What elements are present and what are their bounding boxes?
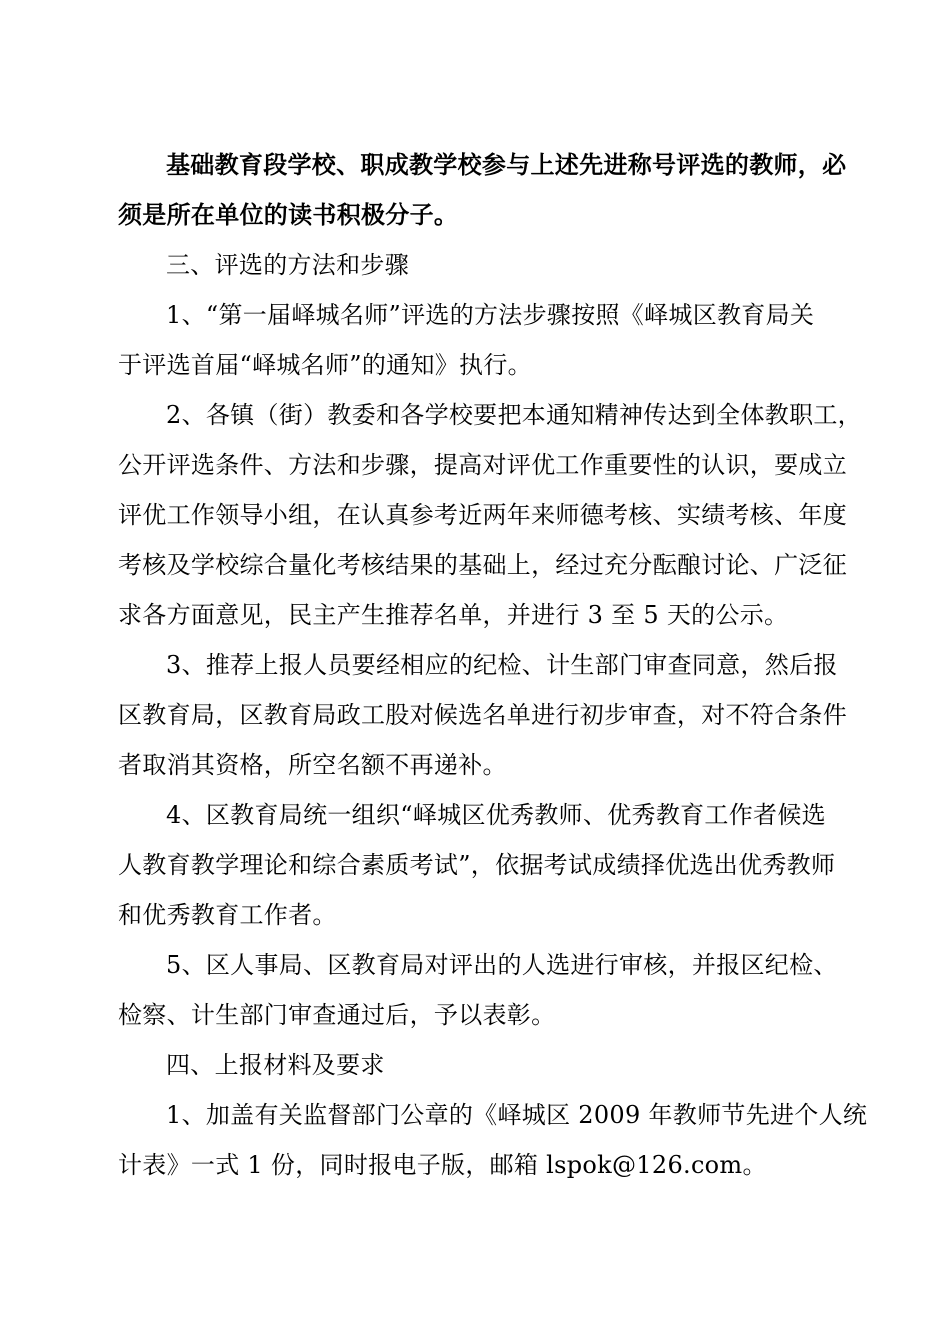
- text-line: 区教育局，区教育局政工股对候选名单进行初步审查，对不符合条件: [118, 701, 847, 729]
- text-line: 求各方面意见，民主产生推荐名单，并进行 3 至 5 天的公示。: [118, 601, 789, 629]
- text-line: 者取消其资格，所空名额不再递补。: [118, 751, 507, 779]
- paragraph-step-1: [118, 290, 842, 390]
- text-line: 考核及学校综合量化考核结果的基础上，经过充分酝酿讨论、广泛征: [118, 551, 847, 579]
- paragraph-step-4: [118, 790, 842, 940]
- paragraph-teacher-requirement: [118, 140, 847, 240]
- paragraph-step-2: [118, 390, 862, 640]
- text-line: 于评选首届“峄城名师”的通知》执行。: [118, 351, 532, 379]
- text-line: 3、推荐上报人员要经相应的纪检、计生部门审查同意，然后报: [166, 651, 838, 679]
- paragraph-step-5: [118, 940, 842, 1040]
- section-heading: 三、评选的方法和步骤: [166, 251, 409, 279]
- text-line: 1、“第一届峄城名师”评选的方法步骤按照《峄城区教育局关: [166, 301, 815, 329]
- text-line: 2、各镇（街）教委和各学校要把本通知精神传达到全体教职工，: [166, 401, 862, 429]
- section-heading-materials: [118, 1040, 842, 1090]
- text-line: 公开评选条件、方法和步骤，提高对评优工作重要性的认识，要成立: [118, 451, 847, 479]
- paragraph-materials-1: [118, 1090, 868, 1190]
- text-line: 和优秀教育工作者。: [118, 901, 337, 929]
- section-heading: 四、上报材料及要求: [166, 1051, 385, 1079]
- text-line: 检察、计生部门审查通过后，予以表彰。: [118, 1001, 556, 1029]
- section-heading-methods: [118, 240, 842, 290]
- paragraph-step-3: [118, 640, 847, 790]
- text-line: 人教育教学理论和综合素质考试”，依据考试成绩择优选出优秀教师: [118, 851, 836, 879]
- text-line: 基础教育段学校、职成教学校参与上述先进称号评选的教师，必: [166, 150, 847, 179]
- text-line: 5、区人事局、区教育局对评出的人选进行审核，并报区纪检、: [166, 951, 838, 979]
- document-page: [118, 140, 868, 1190]
- text-line: 评优工作领导小组，在认真参考近两年来师德考核、实绩考核、年度: [118, 501, 847, 529]
- text-line: 1、加盖有关监督部门公章的《峄城区 2009 年教师节先进个人统: [166, 1101, 868, 1129]
- text-line: 计表》一式 1 份，同时报电子版，邮箱 lspok@126.com。: [118, 1151, 767, 1179]
- text-line: 须是所在单位的读书积极分子。: [118, 200, 459, 229]
- text-line: 4、区教育局统一组织“峄城区优秀教师、优秀教育工作者候选: [166, 801, 826, 829]
